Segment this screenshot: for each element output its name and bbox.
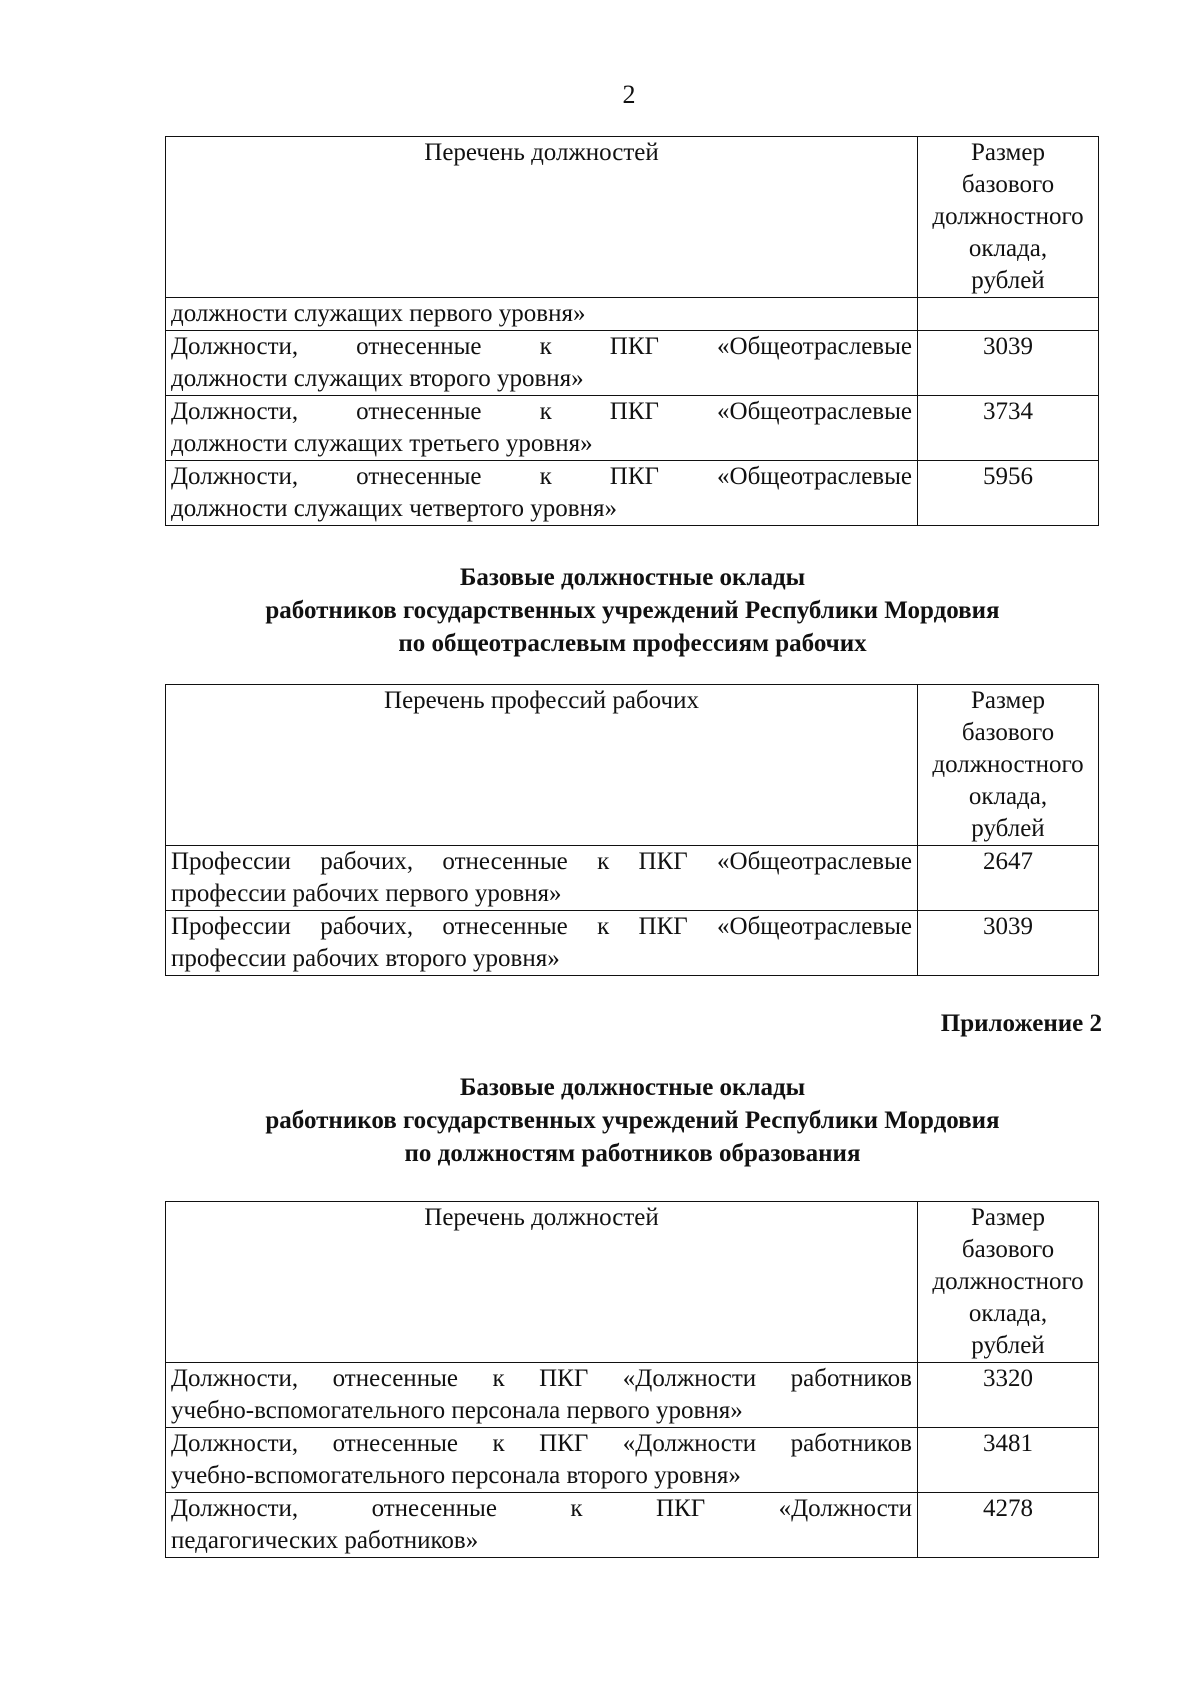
row-description: Должности, отнесенные к ПКГ «Должности работников учебно-вспомогательного персонала второго уровня» <box>166 1428 918 1493</box>
row-description: Должности, отнесенные к ПКГ «Должности педагогических работников» <box>166 1493 918 1558</box>
row-value: 2647 <box>918 846 1099 911</box>
row-description: Должности, отнесенные к ПКГ «Общеотраслевые должности служащих второго уровня» <box>166 331 918 396</box>
table-row <box>166 298 1099 331</box>
column-header-professions: Перечень профессий рабочих <box>166 685 918 846</box>
table-row <box>166 1493 1099 1558</box>
row-value: 3039 <box>918 911 1099 976</box>
row-description: Должности, отнесенные к ПКГ «Общеотраслевые должности служащих четвертого уровня» <box>166 461 918 526</box>
column-header-salary: Размер базового должностного оклада, рублей <box>918 685 1099 846</box>
row-value: 5956 <box>918 461 1099 526</box>
row-description: Должности, отнесенные к ПКГ «Общеотраслевые должности служащих третьего уровня» <box>166 396 918 461</box>
column-header-positions: Перечень должностей <box>166 1202 918 1363</box>
salary-table-education <box>165 1201 1099 1558</box>
table-header-row <box>166 137 1099 298</box>
page-number: 2 <box>622 80 636 109</box>
row-description: Профессии рабочих, отнесенные к ПКГ «Общеотраслевые профессии рабочих второго уровня» <box>166 911 918 976</box>
row-value: 3734 <box>918 396 1099 461</box>
row-description: Профессии рабочих, отнесенные к ПКГ «Общеотраслевые профессии рабочих первого уровня» <box>166 846 918 911</box>
table-header-row <box>166 685 1099 846</box>
table-row <box>166 1363 1099 1428</box>
row-value: 3039 <box>918 331 1099 396</box>
table-row <box>166 331 1099 396</box>
column-header-positions: Перечень должностей <box>166 137 918 298</box>
row-value: 3320 <box>918 1363 1099 1428</box>
table-row <box>166 396 1099 461</box>
salary-table-employees <box>165 136 1099 526</box>
row-value: 4278 <box>918 1493 1099 1558</box>
table-row <box>166 911 1099 976</box>
row-value <box>918 298 1099 331</box>
row-description: Должности, отнесенные к ПКГ «Должности работников учебно-вспомогательного персонала первого уровня» <box>166 1363 918 1428</box>
column-header-salary: Размер базового должностного оклада, рублей <box>918 1202 1099 1363</box>
section-heading-education: Базовые должностные оклады работников государственных учреждений Республики Мордовия по должностям работников образования <box>265 1074 1000 1167</box>
table-row <box>166 1428 1099 1493</box>
table-header-row <box>166 1202 1099 1363</box>
column-header-salary: Размер базового должностного оклада, рублей <box>918 137 1099 298</box>
salary-table-workers <box>165 684 1099 976</box>
section-heading-workers: Базовые должностные оклады работников государственных учреждений Республики Мордовия по общеотраслевым профессиям рабочих <box>265 564 1000 657</box>
appendix-label: Приложение 2 <box>940 1010 1102 1037</box>
row-value: 3481 <box>918 1428 1099 1493</box>
row-description: должности служащих первого уровня» <box>166 298 918 331</box>
table-row <box>166 461 1099 526</box>
table-row <box>166 846 1099 911</box>
